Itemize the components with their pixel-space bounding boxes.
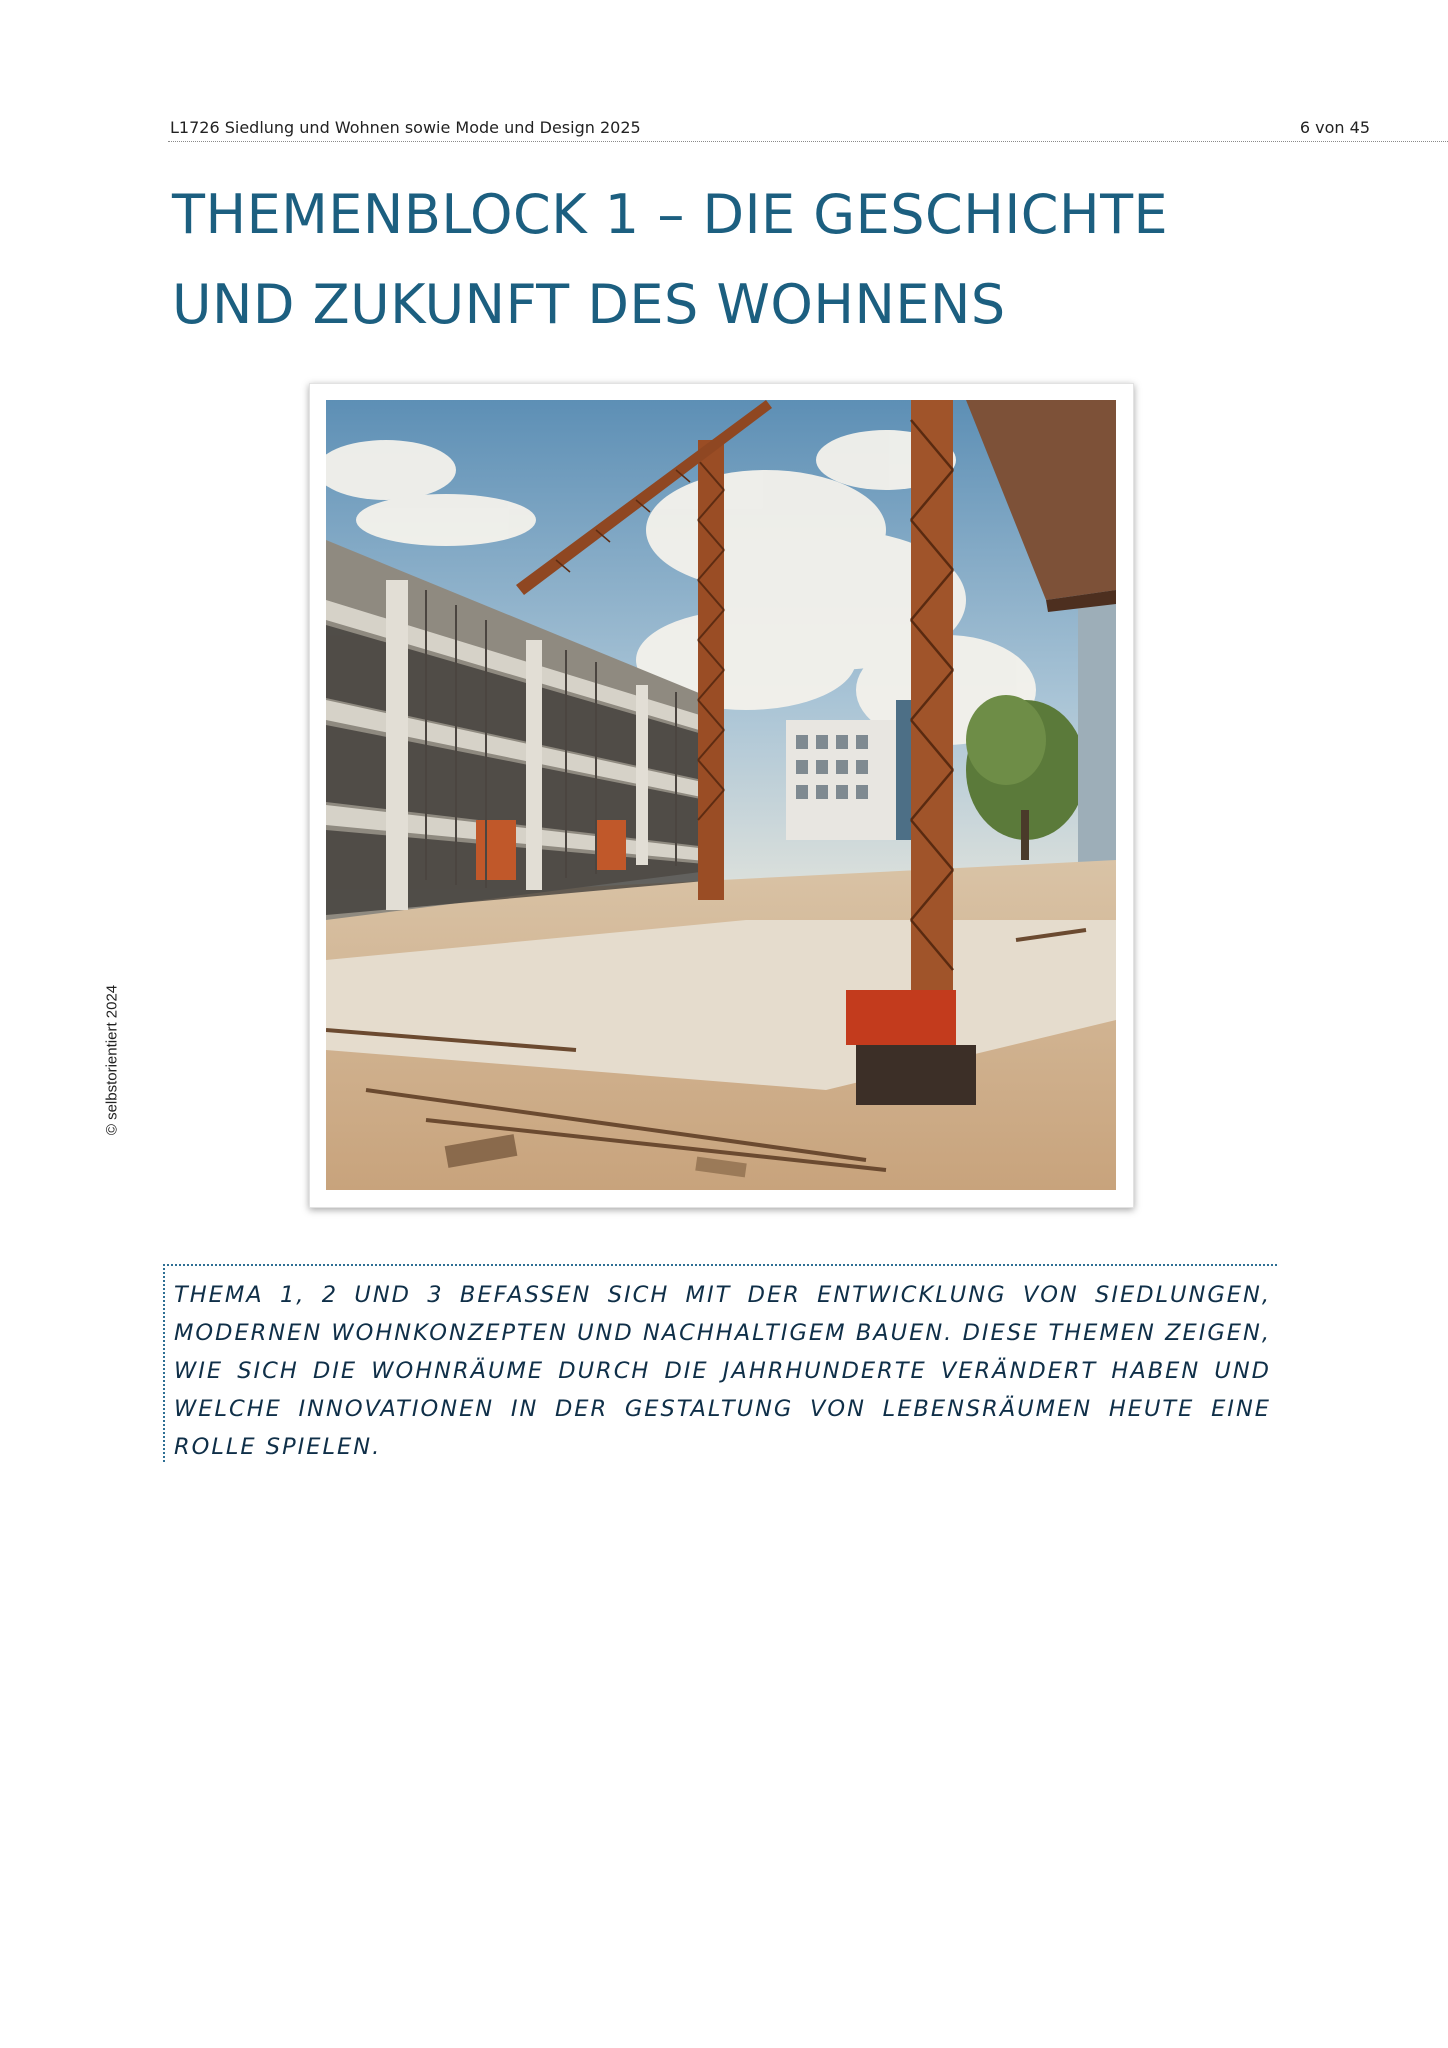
intro-paragraph: THEMA 1, 2 UND 3 BEFASSEN SICH MIT DER ENTWICKLUNG VON SIEDLUNGEN, MODERNEN WOHNKONZEPTEN UND NACHHALTIGEM BAUEN. DIESE THEMEN ZEIGEN, WIE SICH DIE WOHNRÄUME DURCH DIE JAHRHUNDERTE VERÄNDERT HABEN UND WELCHE INNOVATIONEN IN DER GESTALTUNG VON LEBENSRÄUMEN HEUTE EINE ROLLE SPIELEN.: [174, 1282, 1271, 1460]
section-title: [172, 170, 1312, 350]
page-number: 6 von 45: [1299, 118, 1370, 137]
construction-site-illustration: [309, 383, 1134, 1208]
page-header: [168, 114, 1448, 142]
intro-callout: [163, 1264, 1277, 1462]
document-title: L1726 Siedlung und Wohnen sowie Mode und Design 2025: [170, 118, 641, 137]
section-title-line-1: THEMENBLOCK 1 – DIE GESCHICHTE: [172, 183, 1169, 246]
construction-site-painting: [326, 400, 1116, 1190]
section-title-line-2: UND ZUKUNFT DES WOHNENS: [172, 273, 1006, 336]
copyright-note: © selbstorientiert 2024: [103, 984, 121, 1136]
